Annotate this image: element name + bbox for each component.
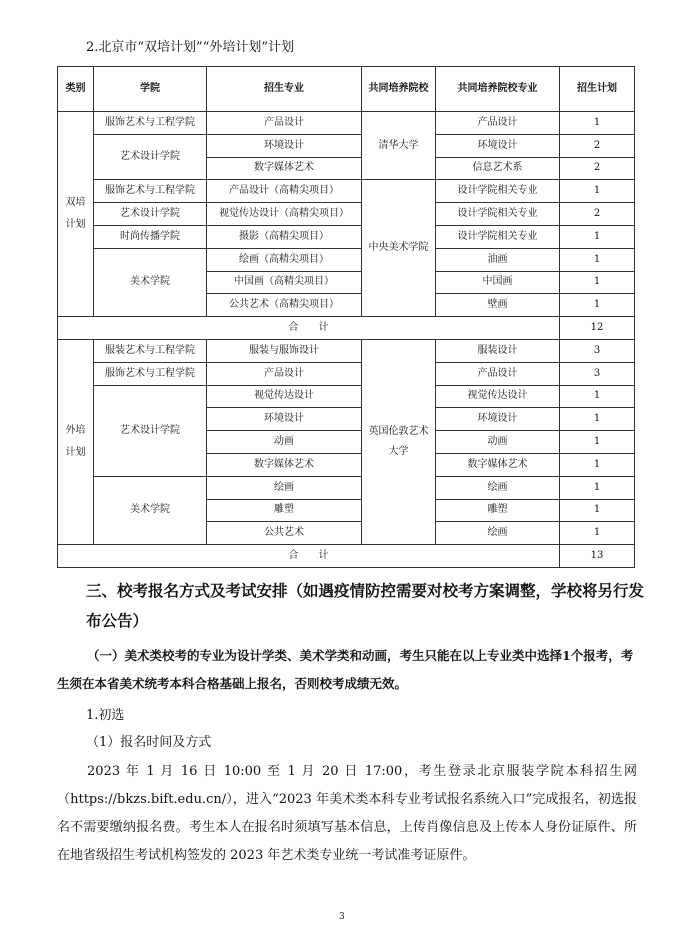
plan-cell: 1 bbox=[560, 112, 635, 135]
college-cell: 艺术设计学院 bbox=[94, 203, 207, 226]
plan-cell: 1 bbox=[560, 431, 635, 454]
body-paragraph: 2023 年 1 月 16 日 10:00 至 1 月 20 日 17:00，考生登录北京服装学院本科招生网（https://bkzs.bift.edu.cn/），进入“2023 年美术类本科专业考试报名系统入口”完成报名，初选报名不需要缴纳报名费。考生本人在报名时须填写基本信息，上传肖像信息及上传本人身份证原件、所在地省级招生考试机构签发的 2023 年艺术类专业统一考试准考证原件。 bbox=[57, 764, 637, 863]
major-cell: 产品设计（高精尖项目） bbox=[207, 180, 362, 203]
partner-major-cell: 数字媒体艺术 bbox=[436, 453, 560, 476]
partner-major-cell: 信息艺术系 bbox=[436, 157, 560, 180]
college-cell: 时尚传播学院 bbox=[94, 225, 207, 248]
partner-major-cell: 油画 bbox=[436, 248, 560, 271]
plan-cell: 2 bbox=[560, 134, 635, 157]
major-cell: 公共艺术 bbox=[207, 522, 362, 545]
table-row bbox=[58, 180, 635, 203]
partner-major-cell: 雕塑 bbox=[436, 499, 560, 522]
college-cell: 美术学院 bbox=[94, 248, 207, 316]
major-cell: 视觉传达设计 bbox=[207, 385, 362, 408]
total-label: 合 计 bbox=[58, 545, 560, 568]
table-row bbox=[58, 203, 635, 226]
section-heading: 三、校考报名方式及考试安排（如遇疫情防控需要对校考方案调整，学校将另行发布公告） bbox=[86, 581, 645, 630]
college-cell: 服饰艺术与工程学院 bbox=[94, 112, 207, 135]
page-number: 3 bbox=[339, 912, 345, 922]
item-heading-1: 1.初选 bbox=[86, 708, 125, 723]
total-value: 12 bbox=[560, 317, 635, 340]
partner-major-cell: 产品设计 bbox=[436, 112, 560, 135]
partner-major-cell: 动画 bbox=[436, 431, 560, 454]
plan-cell: 1 bbox=[560, 225, 635, 248]
college-cell: 服饰艺术与工程学院 bbox=[94, 362, 207, 385]
partner-major-cell: 环境设计 bbox=[436, 408, 560, 431]
partner-cell: 英国伦敦艺术大学 bbox=[362, 339, 436, 544]
header-cell: 共同培养院校 bbox=[362, 67, 436, 112]
partner-major-cell: 视觉传达设计 bbox=[436, 385, 560, 408]
major-cell: 服装与服饰设计 bbox=[207, 339, 362, 362]
total-row bbox=[58, 317, 635, 340]
major-cell: 数字媒体艺术 bbox=[207, 157, 362, 180]
partner-cell: 清华大学 bbox=[362, 112, 436, 180]
partner-major-cell: 绘画 bbox=[436, 522, 560, 545]
major-cell: 雕塑 bbox=[207, 499, 362, 522]
total-label: 合 计 bbox=[58, 317, 560, 340]
plan-cell: 1 bbox=[560, 453, 635, 476]
major-cell: 环境设计 bbox=[207, 408, 362, 431]
major-cell: 公共艺术（高精尖项目） bbox=[207, 294, 362, 317]
table-row bbox=[58, 112, 635, 135]
table-row bbox=[58, 362, 635, 385]
major-cell: 产品设计 bbox=[207, 112, 362, 135]
header-cell: 学院 bbox=[94, 67, 207, 112]
plan-cell: 1 bbox=[560, 294, 635, 317]
table-row bbox=[58, 339, 635, 362]
plan-cell: 3 bbox=[560, 362, 635, 385]
partner-major-cell: 壁画 bbox=[436, 294, 560, 317]
table-row bbox=[58, 476, 635, 499]
total-row bbox=[58, 545, 635, 568]
partner-major-cell: 环境设计 bbox=[436, 134, 560, 157]
header-cell: 类别 bbox=[58, 67, 94, 112]
bold-paragraph: （一）美术类校考的专业为设计学类、美术学类和动画，考生只能在以上专业类中选择1个报考，考生须在本省美术统考本科合格基础上报名，否则校考成绩无效。 bbox=[57, 648, 634, 691]
item-heading-1-1: （1）报名时间及方式 bbox=[86, 735, 212, 750]
header-cell: 共同培养院校专业 bbox=[436, 67, 560, 112]
plan-cell: 2 bbox=[560, 203, 635, 226]
plan-cell: 1 bbox=[560, 408, 635, 431]
college-cell: 艺术设计学院 bbox=[94, 385, 207, 476]
plan-cell: 1 bbox=[560, 476, 635, 499]
plan-cell: 1 bbox=[560, 499, 635, 522]
table-row bbox=[58, 225, 635, 248]
plan-cell: 1 bbox=[560, 248, 635, 271]
table-row bbox=[58, 134, 635, 157]
major-cell: 绘画（高精尖项目） bbox=[207, 248, 362, 271]
partner-major-cell: 设计学院相关专业 bbox=[436, 225, 560, 248]
plan-cell: 3 bbox=[560, 339, 635, 362]
college-cell: 服装艺术与工程学院 bbox=[94, 339, 207, 362]
major-cell: 动画 bbox=[207, 431, 362, 454]
major-cell: 绘画 bbox=[207, 476, 362, 499]
major-cell: 数字媒体艺术 bbox=[207, 453, 362, 476]
partner-cell: 中央美术学院 bbox=[362, 180, 436, 317]
category-cell: 外培计划 bbox=[58, 339, 94, 544]
college-cell: 艺术设计学院 bbox=[94, 134, 207, 180]
major-cell: 视觉传达设计（高精尖项目） bbox=[207, 203, 362, 226]
major-cell: 中国画（高精尖项目） bbox=[207, 271, 362, 294]
plan-cell: 1 bbox=[560, 271, 635, 294]
header-cell: 招生专业 bbox=[207, 67, 362, 112]
partner-major-cell: 服装设计 bbox=[436, 339, 560, 362]
plan-cell: 1 bbox=[560, 522, 635, 545]
subheading: 2.北京市“双培计划”“外培计划”计划 bbox=[86, 40, 294, 55]
plan-cell: 1 bbox=[560, 180, 635, 203]
partner-major-cell: 中国画 bbox=[436, 271, 560, 294]
header-cell: 招生计划 bbox=[560, 67, 635, 112]
total-value: 13 bbox=[560, 545, 635, 568]
partner-major-cell: 设计学院相关专业 bbox=[436, 203, 560, 226]
table-row bbox=[58, 248, 635, 271]
plan-cell: 1 bbox=[560, 385, 635, 408]
major-cell: 摄影（高精尖项目） bbox=[207, 225, 362, 248]
partner-major-cell: 产品设计 bbox=[436, 362, 560, 385]
table-row bbox=[58, 385, 635, 408]
category-cell: 双培计划 bbox=[58, 112, 94, 317]
major-cell: 环境设计 bbox=[207, 134, 362, 157]
plan-cell: 2 bbox=[560, 157, 635, 180]
partner-major-cell: 设计学院相关专业 bbox=[436, 180, 560, 203]
college-cell: 美术学院 bbox=[94, 476, 207, 544]
enrollment-plan-table bbox=[57, 66, 635, 568]
college-cell: 服饰艺术与工程学院 bbox=[94, 180, 207, 203]
partner-major-cell: 绘画 bbox=[436, 476, 560, 499]
table-header-row bbox=[58, 67, 635, 112]
major-cell: 产品设计 bbox=[207, 362, 362, 385]
